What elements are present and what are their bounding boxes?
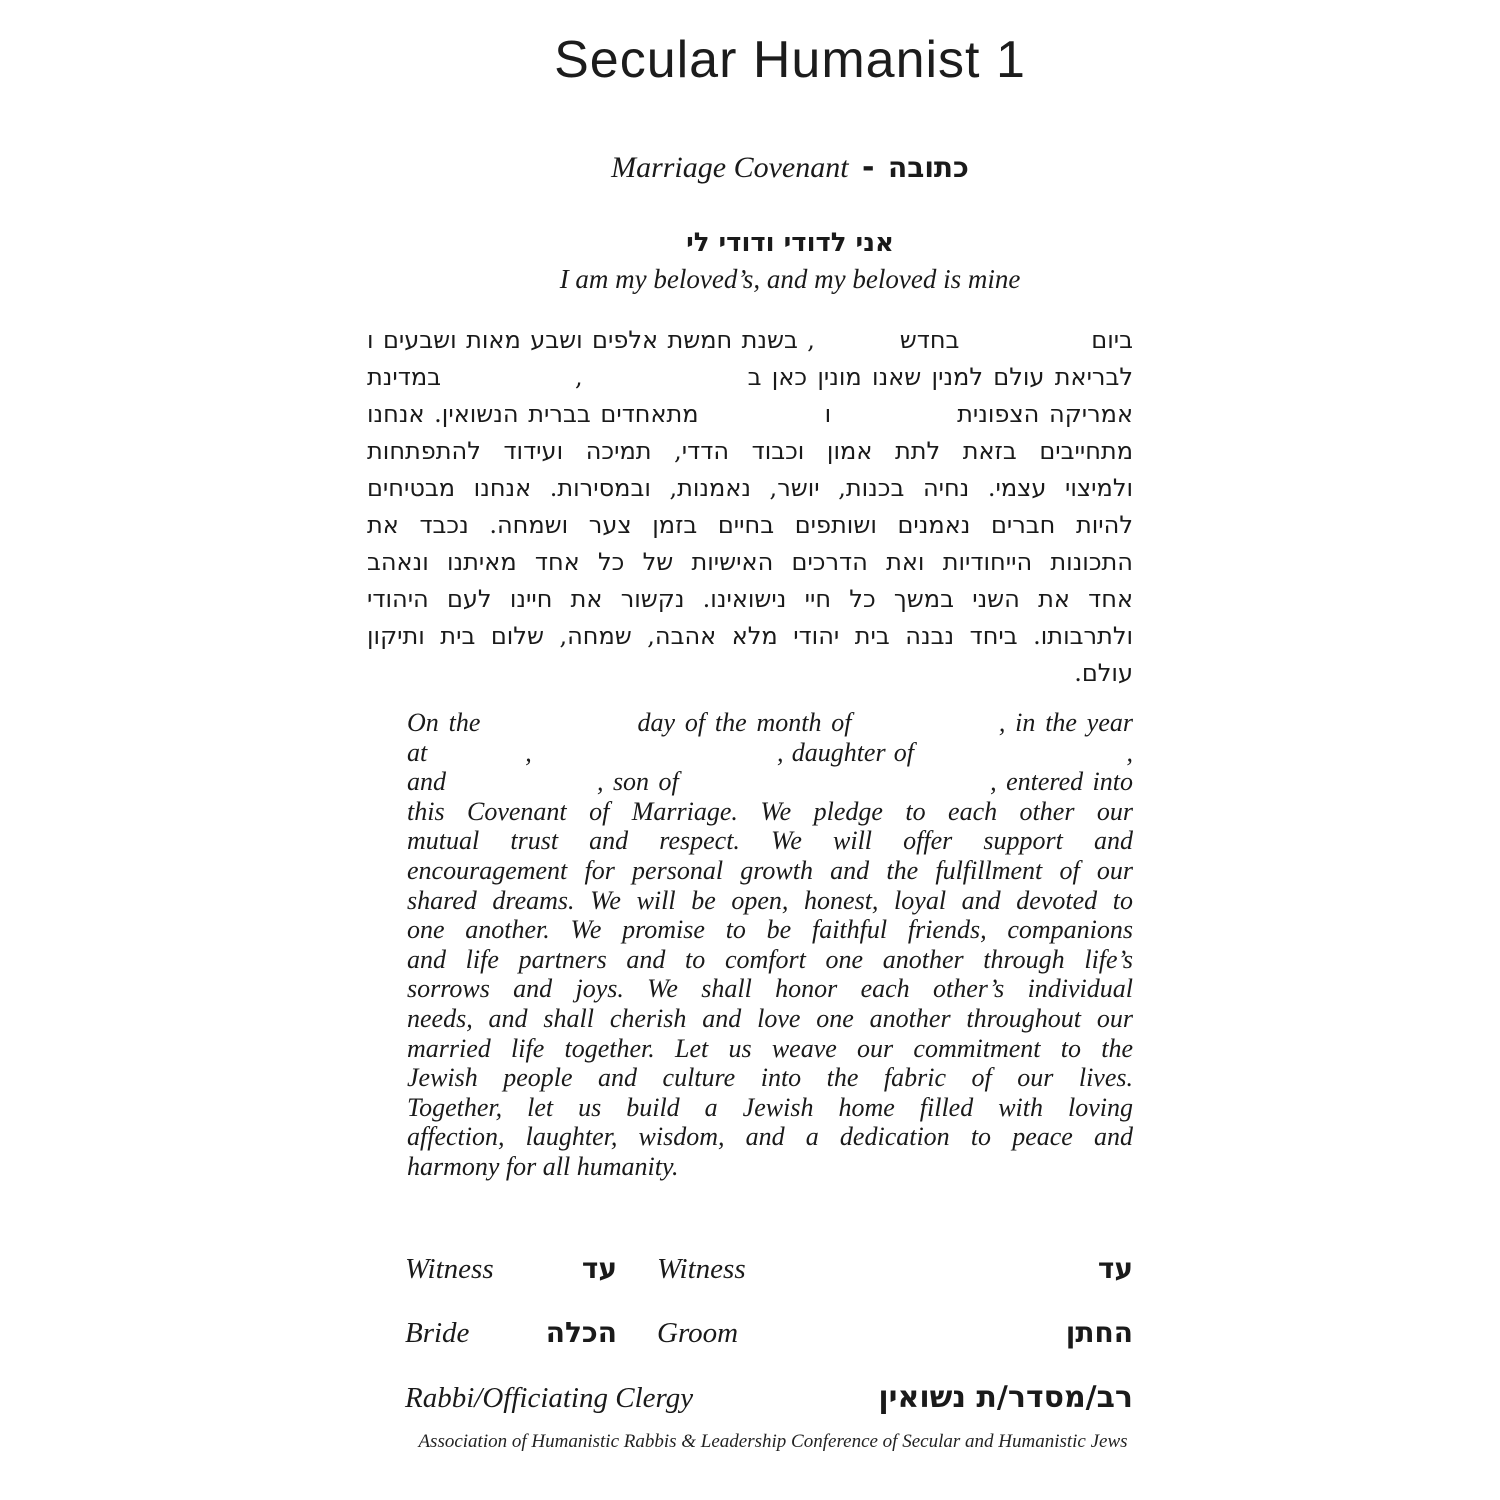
paragraph-line: affection, laughter, wisdom, and a dedication to peace and: [407, 1122, 1133, 1152]
paragraph-line: עולם.: [1074, 659, 1133, 687]
subtitle-english: Marriage Covenant: [611, 151, 849, 184]
groom-hebrew-label: החתן: [1065, 1315, 1133, 1349]
content-column: [367, 30, 1133, 1453]
paragraph-line: this Covenant of Marriage. We pledge to each other our: [407, 796, 1133, 826]
paragraph-line: מתחייבים בזאת לתת אמון וכבוד הדדי, תמיכה ועידוד להתפתחות: [367, 437, 1133, 465]
paragraph-line: אחד את השני במשך כל חיי נישואינו. נקשור את חיינו לעם היהודי: [367, 585, 1133, 613]
couple-signature-row: [405, 1316, 1133, 1350]
paragraph-line: and , son of , entered into: [407, 767, 1133, 797]
paragraph-line: and life partners and to comfort one another through life’s: [407, 944, 1133, 974]
witness-right-cell: [657, 1252, 1133, 1286]
witness-signature-row: [405, 1252, 1133, 1286]
paragraph-line: mutual trust and respect. We will offer support and: [407, 826, 1133, 856]
paragraph-line: shared dreams. We will be open, honest, loyal and devoted to: [407, 885, 1133, 915]
hebrew-verse: אני לדודי ודודי לי: [686, 228, 894, 258]
english-covenant-paragraph: [407, 708, 1133, 1182]
paragraph-line: לבריאת עולם למנין שאנו מונין כאן ב , במדינת: [367, 363, 1133, 391]
clergy-label: Rabbi/Officiating Clergy: [405, 1381, 694, 1414]
paragraph-line: married life together. Let us weave our commitment to the: [407, 1033, 1133, 1063]
dash-separator: -: [862, 150, 875, 185]
clergy-hebrew-label: רב/מסדר/ת נשואין: [878, 1379, 1133, 1415]
witness-left-label: Witness: [405, 1252, 494, 1285]
witness-left-hebrew-label: עד: [581, 1251, 617, 1285]
hebrew-covenant-paragraph: [367, 322, 1133, 692]
paragraph-line: needs, and shall cherish and love one another throughout our: [407, 1003, 1133, 1033]
witness-right-label: Witness: [657, 1252, 746, 1285]
paragraph-line: ולמיצוי עצמי. נחיה בכנות, יושר, נאמנות, ובמסירות. אנחנו מבטיחים: [367, 474, 1133, 502]
paragraph-line: On the day of the month of , in the year: [407, 708, 1133, 737]
paragraph-line: encouragement for personal growth and the fulfillment of our: [407, 855, 1133, 885]
witness-right-hebrew-label: עד: [1097, 1251, 1133, 1285]
paragraph-line: at , , daughter of ,: [407, 737, 1133, 767]
footer-attribution: Association of Humanistic Rabbis & Leadership Conference of Secular and Humanistic Jews: [418, 1430, 1128, 1452]
subtitle-line: [407, 148, 1173, 188]
clergy-signature-row: [405, 1380, 1133, 1415]
subtitle-hebrew: כתובה: [888, 151, 969, 184]
paragraph-line: ביום בחדש , בשנת חמשת אלפים ושבע מאות ושבעים ו: [367, 326, 1133, 354]
signature-section: [367, 1252, 1133, 1415]
bride-label: Bride: [405, 1316, 470, 1349]
paragraph-line: ולתרבותו. ביחד נבנה בית יהודי מלא אהבה, שמחה, שלום בית ותיקון: [367, 622, 1133, 650]
paragraph-line: sorrows and joys. We shall honor each other’s individual: [407, 974, 1133, 1004]
paragraph-line: harmony for all humanity.: [407, 1151, 679, 1181]
witness-left-cell: [405, 1252, 617, 1286]
page-title: Secular Humanist 1: [554, 31, 1026, 89]
paragraph-line: להיות חברים נאמנים ושותפים בחיים בזמן צער ושמחה. נכבד את: [367, 511, 1133, 539]
paragraph-line: התכונות הייחודיות ואת הדרכים האישיות של כל אחד מאיתנו ונאהב: [367, 548, 1133, 576]
paragraph-line: Together, let us build a Jewish home filled with loving: [407, 1092, 1133, 1122]
paragraph-line: Jewish people and culture into the fabric of our lives.: [407, 1063, 1133, 1093]
bride-cell: [405, 1316, 617, 1350]
english-verse: I am my beloved’s, and my beloved is mine: [559, 264, 1021, 294]
groom-cell: [657, 1316, 1133, 1350]
bride-hebrew-label: הכלה: [545, 1315, 617, 1349]
paragraph-line: אמריקה הצפונית ו מתאחדים בברית הנשואין. אנחנו: [367, 400, 1133, 428]
paragraph-line: one another. We promise to be faithful friends, companions: [407, 915, 1133, 945]
groom-label: Groom: [657, 1316, 739, 1349]
